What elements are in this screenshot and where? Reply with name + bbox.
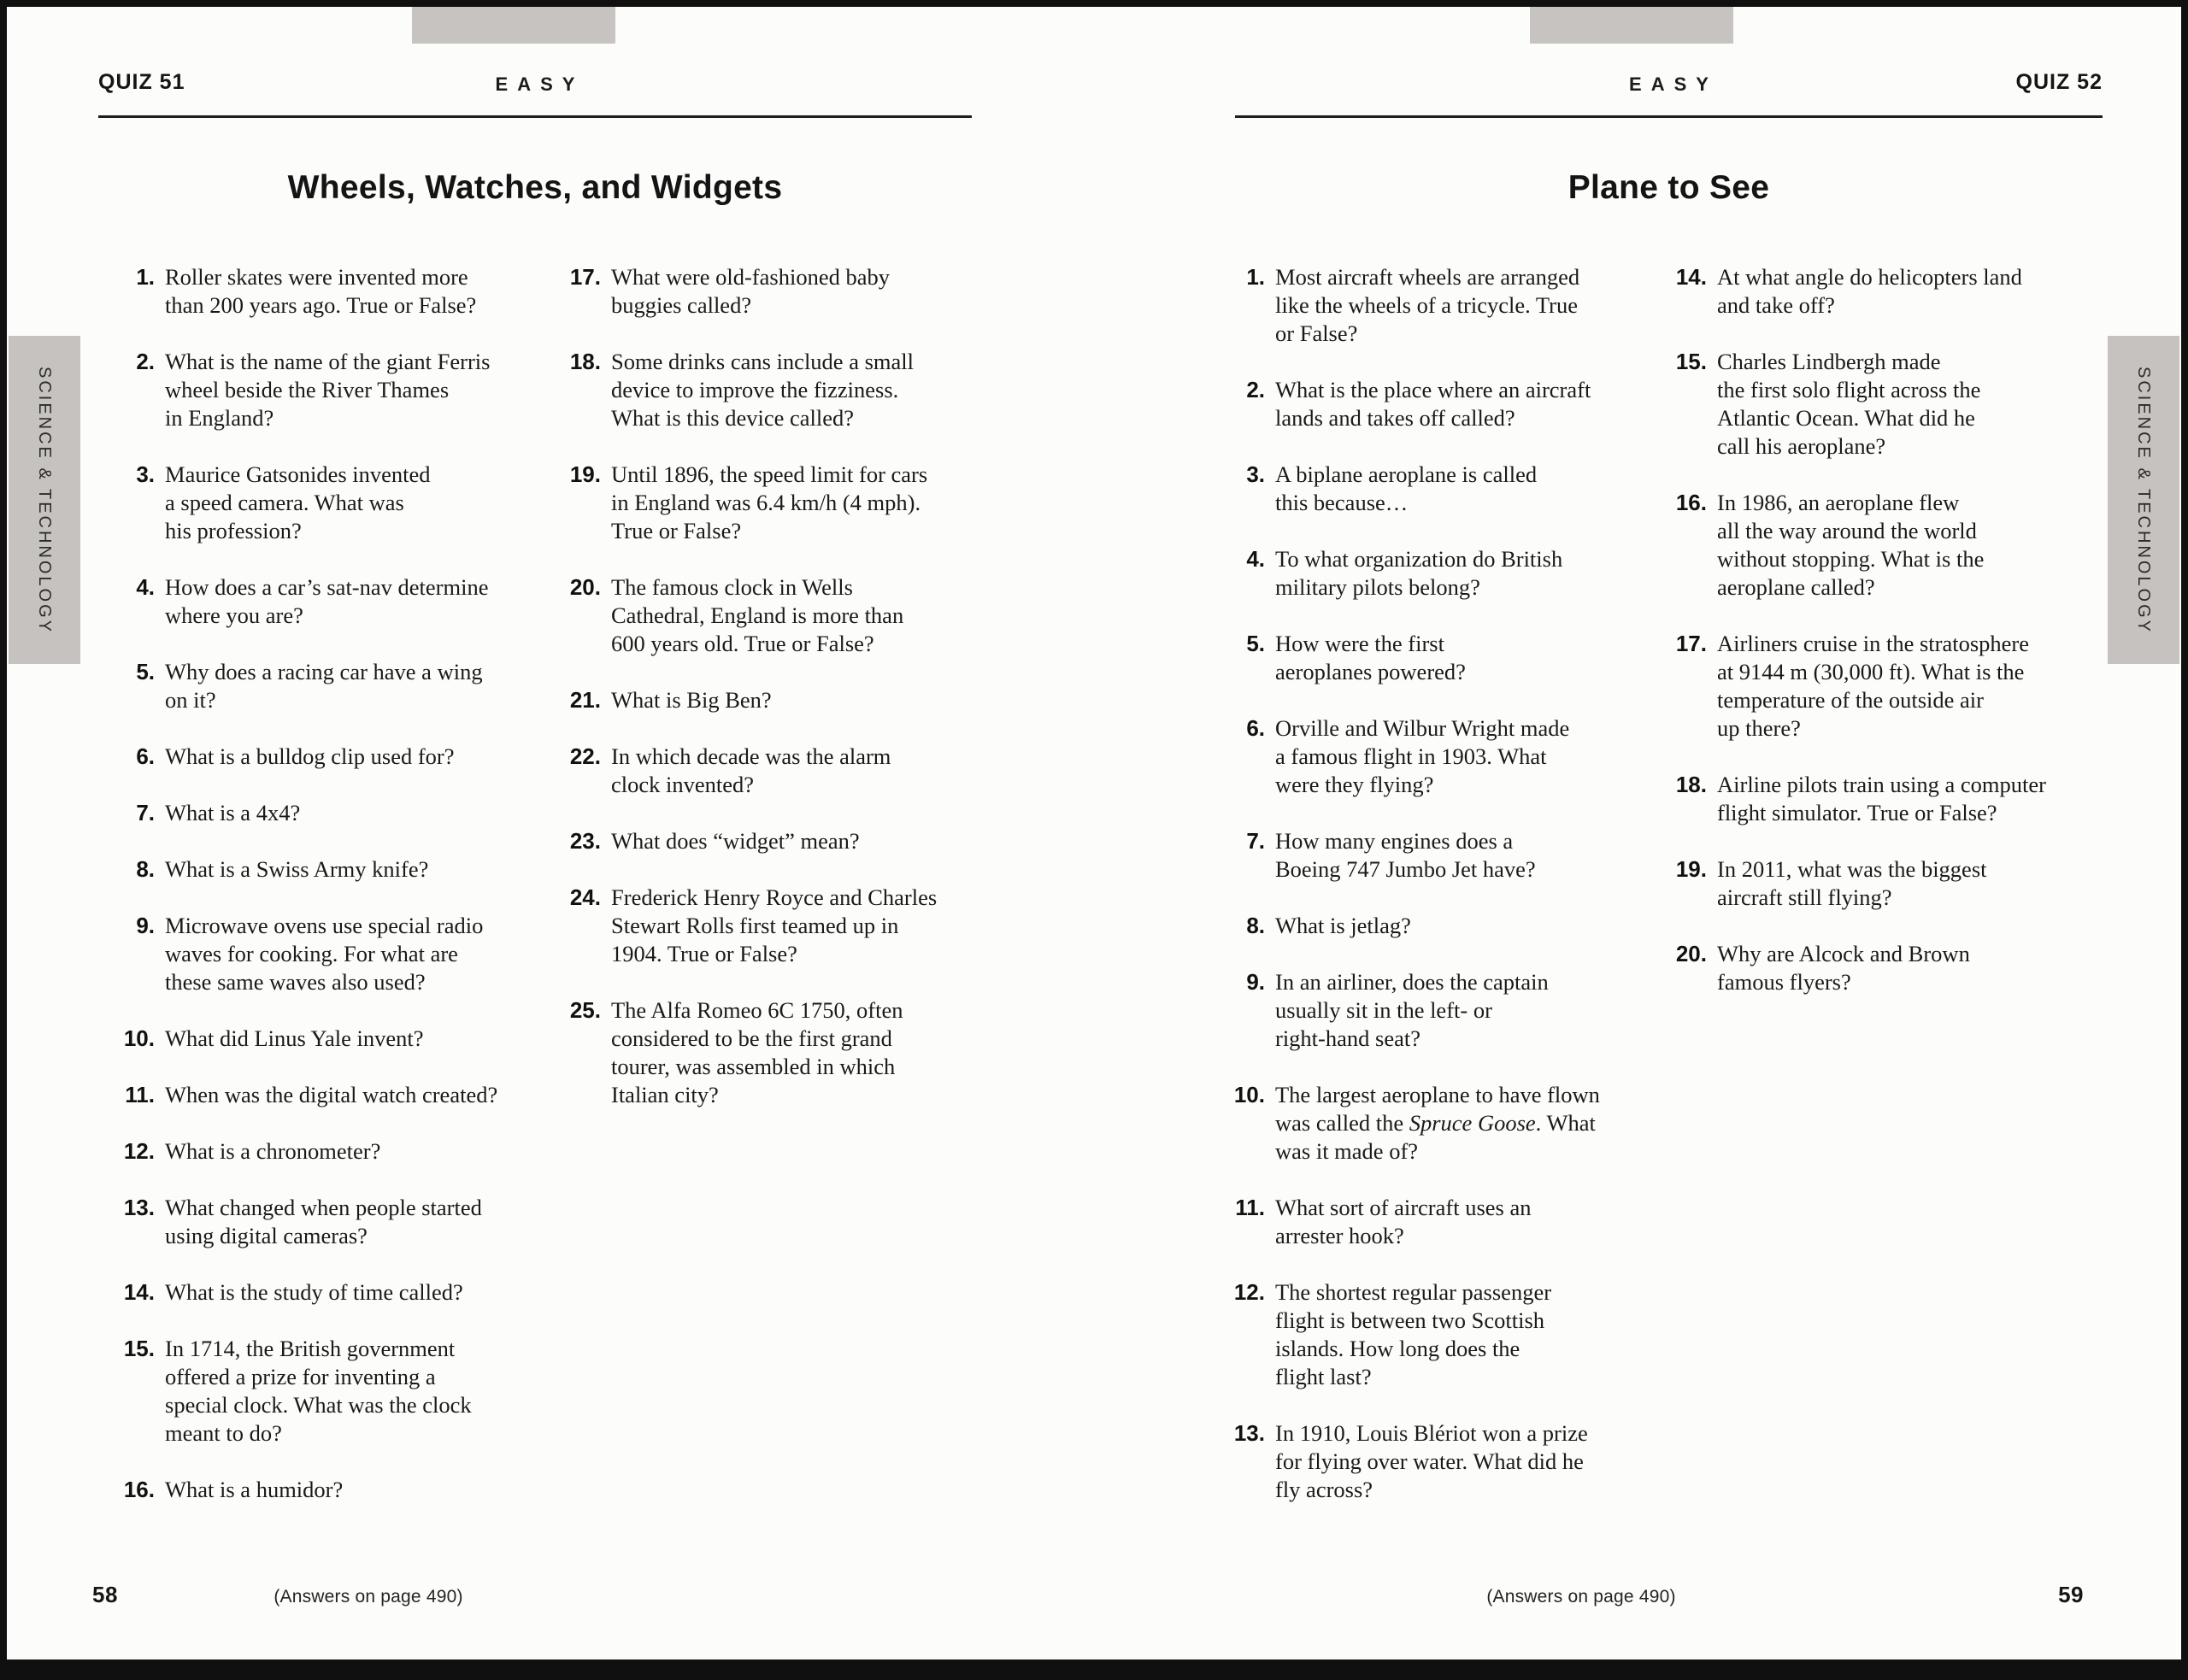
question-number: 4. — [1246, 546, 1265, 572]
question-text: What does “widget” mean? — [611, 828, 860, 854]
question-column-1 — [109, 263, 546, 1532]
question-text: Airliners cruise in the stratosphere at 9144 m (30,000 ft). What is the temperature of the outside air up there? — [1717, 631, 2029, 741]
quiz-question — [1219, 1194, 1660, 1250]
quiz-question — [555, 686, 992, 714]
right-page — [1094, 7, 2181, 1659]
quiz-question — [555, 348, 992, 432]
quiz-question — [109, 912, 546, 996]
question-text: Microwave ovens use special radio waves for cooking. For what are these same waves also used? — [165, 913, 484, 995]
quiz-question — [1219, 461, 1660, 517]
question-text: Charles Lindbergh made the first solo flight across the Atlantic Ocean. What did he call his aeroplane? — [1717, 349, 1981, 459]
quiz-question — [1219, 545, 1660, 602]
quiz-question — [1661, 940, 2107, 996]
question-text: In 1986, an aeroplane flew all the way around the world without stopping. What is the aeroplane called? — [1717, 490, 1985, 600]
question-text: Most aircraft wheels are arranged like the wheels of a tricycle. True or False? — [1275, 264, 1580, 346]
quiz-question — [109, 1335, 546, 1448]
quiz-question — [1661, 263, 2107, 320]
question-text: What is the name of the giant Ferris wheel beside the River Thames in England? — [165, 349, 491, 431]
quiz-question — [1661, 348, 2107, 461]
question-number: 14. — [123, 1279, 155, 1305]
question-number: 16. — [123, 1477, 155, 1502]
question-text: In 1714, the British government offered a prize for inventing a special clock. What was the clock meant to do? — [165, 1336, 472, 1446]
quiz-question — [109, 461, 546, 545]
quiz-question — [109, 348, 546, 432]
question-text: Frederick Henry Royce and Charles Stewart Rolls first teamed up in 1904. True or False? — [611, 884, 938, 966]
question-number: 1. — [136, 264, 155, 290]
question-column-2 — [555, 263, 992, 1137]
question-text: Why are Alcock and Brown famous flyers? — [1717, 941, 1970, 995]
quiz-question — [555, 827, 992, 855]
question-number: 17. — [1675, 631, 1707, 656]
question-number: 1. — [1246, 264, 1265, 290]
question-text: The largest aeroplane to have flown was called the Spruce Goose. What was it made of? — [1275, 1082, 1600, 1164]
quiz-question — [1219, 1419, 1660, 1504]
question-text: When was the digital watch created? — [165, 1082, 498, 1107]
question-text: What is a Swiss Army knife? — [165, 856, 429, 882]
question-text: Orville and Wilbur Wright made a famous flight in 1903. What were they flying? — [1275, 715, 1570, 797]
question-column-1 — [1219, 263, 1660, 1532]
question-number: 18. — [1675, 772, 1707, 797]
answers-note: (Answers on page 490) — [1486, 1587, 1676, 1607]
category-tab-label: SCIENCE & TECHNOLOGY — [35, 366, 55, 634]
question-number: 15. — [123, 1336, 155, 1361]
quiz-number-label: QUIZ 52 — [2015, 70, 2103, 94]
quiz-question — [109, 573, 546, 630]
answers-note: (Answers on page 490) — [274, 1587, 463, 1607]
quiz-question — [1219, 714, 1660, 799]
quiz-question — [1219, 912, 1660, 940]
quiz-question — [555, 884, 992, 968]
question-text: What is a chronometer? — [165, 1138, 381, 1164]
left-page — [7, 7, 1094, 1659]
question-number: 20. — [569, 574, 601, 600]
question-number: 21. — [569, 687, 601, 713]
question-number: 5. — [136, 659, 155, 684]
question-number: 7. — [1246, 828, 1265, 854]
question-text: In which decade was the alarm clock invented? — [611, 743, 891, 797]
question-text: In an airliner, does the captain usually sit in the left- or right-hand seat? — [1275, 969, 1549, 1051]
question-number: 13. — [123, 1195, 155, 1220]
question-text: What changed when people started using digital cameras? — [165, 1195, 482, 1248]
difficulty-label: EASY — [495, 73, 585, 95]
quiz-question — [1661, 855, 2107, 912]
quiz-question — [109, 658, 546, 714]
question-number: 18. — [569, 349, 601, 374]
quiz-question — [1219, 827, 1660, 884]
quiz-question — [1219, 1081, 1660, 1166]
quiz-title: Plane to See — [1567, 169, 1770, 206]
question-text: What is the study of time called? — [165, 1279, 463, 1305]
question-number: 20. — [1675, 941, 1707, 966]
question-number: 25. — [569, 997, 601, 1023]
question-number: 7. — [136, 800, 155, 825]
question-number: 14. — [1675, 264, 1707, 290]
question-number: 22. — [569, 743, 601, 769]
question-number: 12. — [123, 1138, 155, 1164]
question-number: 15. — [1675, 349, 1707, 374]
question-text: What is jetlag? — [1275, 913, 1411, 938]
quiz-question — [109, 743, 546, 771]
quiz-question — [1661, 771, 2107, 827]
question-text: In 2011, what was the biggest aircraft still flying? — [1717, 856, 1987, 910]
question-number: 9. — [136, 913, 155, 938]
question-number: 2. — [136, 349, 155, 374]
quiz-question — [109, 799, 546, 827]
quiz-question — [555, 996, 992, 1109]
question-text: To what organization do British military pilots belong? — [1275, 546, 1563, 600]
quiz-question — [109, 1081, 546, 1109]
question-text: Maurice Gatsonides invented a speed camera. What was his profession? — [165, 461, 431, 543]
question-column-2 — [1661, 263, 2107, 1025]
question-text: What were old-fashioned baby buggies called? — [611, 264, 890, 318]
question-text: What is Big Ben? — [611, 687, 772, 713]
question-text: What is a 4x4? — [165, 800, 301, 825]
page-number: 59 — [2058, 1582, 2084, 1607]
question-text: Until 1896, the speed limit for cars in England was 6.4 km/h (4 mph). True or False? — [611, 461, 928, 543]
quiz-question — [109, 1137, 546, 1166]
quiz-question — [109, 263, 546, 320]
quiz-question — [109, 1278, 546, 1307]
quiz-question — [1219, 968, 1660, 1053]
question-text: The Alfa Romeo 6C 1750, often considered to be the first grand tourer, was assembled in which Italian city? — [611, 997, 903, 1107]
question-number: 8. — [1246, 913, 1265, 938]
question-number: 3. — [136, 461, 155, 487]
question-number: 5. — [1246, 631, 1265, 656]
quiz-question — [1219, 1278, 1660, 1391]
quiz-question — [109, 1194, 546, 1250]
question-number: 10. — [123, 1025, 155, 1051]
question-number: 10. — [1233, 1082, 1265, 1107]
question-number: 17. — [569, 264, 601, 290]
difficulty-label: EASY — [1629, 73, 1718, 95]
quiz-question — [1219, 630, 1660, 686]
question-text: How many engines does a Boeing 747 Jumbo Jet have? — [1275, 828, 1536, 882]
question-number: 19. — [1675, 856, 1707, 882]
question-number: 4. — [136, 574, 155, 600]
question-text: How were the first aeroplanes powered? — [1275, 631, 1466, 684]
question-text: What is a bulldog clip used for? — [165, 743, 455, 769]
question-text: How does a car’s sat-nav determine where you are? — [165, 574, 489, 628]
quiz-question — [555, 573, 992, 658]
question-number: 11. — [125, 1082, 155, 1107]
question-text: Roller skates were invented more than 200 years ago. True or False? — [165, 264, 477, 318]
category-tab-label: SCIENCE & TECHNOLOGY — [2134, 366, 2154, 634]
question-text: What sort of aircraft uses an arrester hook? — [1275, 1195, 1532, 1248]
book-spread — [7, 7, 2181, 1659]
question-text: What is a humidor? — [165, 1477, 344, 1502]
question-number: 3. — [1246, 461, 1265, 487]
question-text: In 1910, Louis Blériot won a prize for flying over water. What did he fly across? — [1275, 1420, 1588, 1502]
header-rule — [98, 115, 972, 118]
question-number: 16. — [1675, 490, 1707, 515]
question-number: 9. — [1246, 969, 1265, 995]
question-text: The shortest regular passenger flight is between two Scottish islands. How long does the flight last? — [1275, 1279, 1552, 1389]
quiz-question — [555, 461, 992, 545]
question-number: 12. — [1233, 1279, 1265, 1305]
quiz-question — [1219, 263, 1660, 348]
quiz-question — [555, 263, 992, 320]
question-text: The famous clock in Wells Cathedral, England is more than 600 years old. True or False? — [611, 574, 904, 656]
question-number: 13. — [1233, 1420, 1265, 1446]
quiz-number-label: QUIZ 51 — [98, 70, 185, 94]
question-text: Some drinks cans include a small device to improve the fizziness. What is this device called? — [611, 349, 914, 431]
quiz-question — [555, 743, 992, 799]
page-number: 58 — [92, 1582, 118, 1607]
question-text: At what angle do helicopters land and take off? — [1717, 264, 2022, 318]
question-number: 8. — [136, 856, 155, 882]
quiz-title: Wheels, Watches, and Widgets — [287, 169, 783, 206]
quiz-question — [109, 1025, 546, 1053]
question-text: What is the place where an aircraft lands and takes off called? — [1275, 377, 1591, 431]
question-number: 6. — [1246, 715, 1265, 741]
quiz-question — [1661, 489, 2107, 602]
question-number: 11. — [1235, 1195, 1265, 1220]
quiz-question — [109, 1476, 546, 1504]
question-number: 6. — [136, 743, 155, 769]
quiz-question — [1661, 630, 2107, 743]
header-rule — [1235, 115, 2103, 118]
quiz-question — [109, 855, 546, 884]
question-text: A biplane aeroplane is called this because… — [1275, 461, 1538, 515]
question-number: 19. — [569, 461, 601, 487]
question-number: 24. — [569, 884, 601, 910]
question-number: 2. — [1246, 377, 1265, 402]
question-number: 23. — [569, 828, 601, 854]
question-text: Airline pilots train using a computer flight simulator. True or False? — [1717, 772, 2046, 825]
question-text: Why does a racing car have a wing on it? — [165, 659, 483, 713]
question-text: What did Linus Yale invent? — [165, 1025, 424, 1051]
quiz-question — [1219, 376, 1660, 432]
